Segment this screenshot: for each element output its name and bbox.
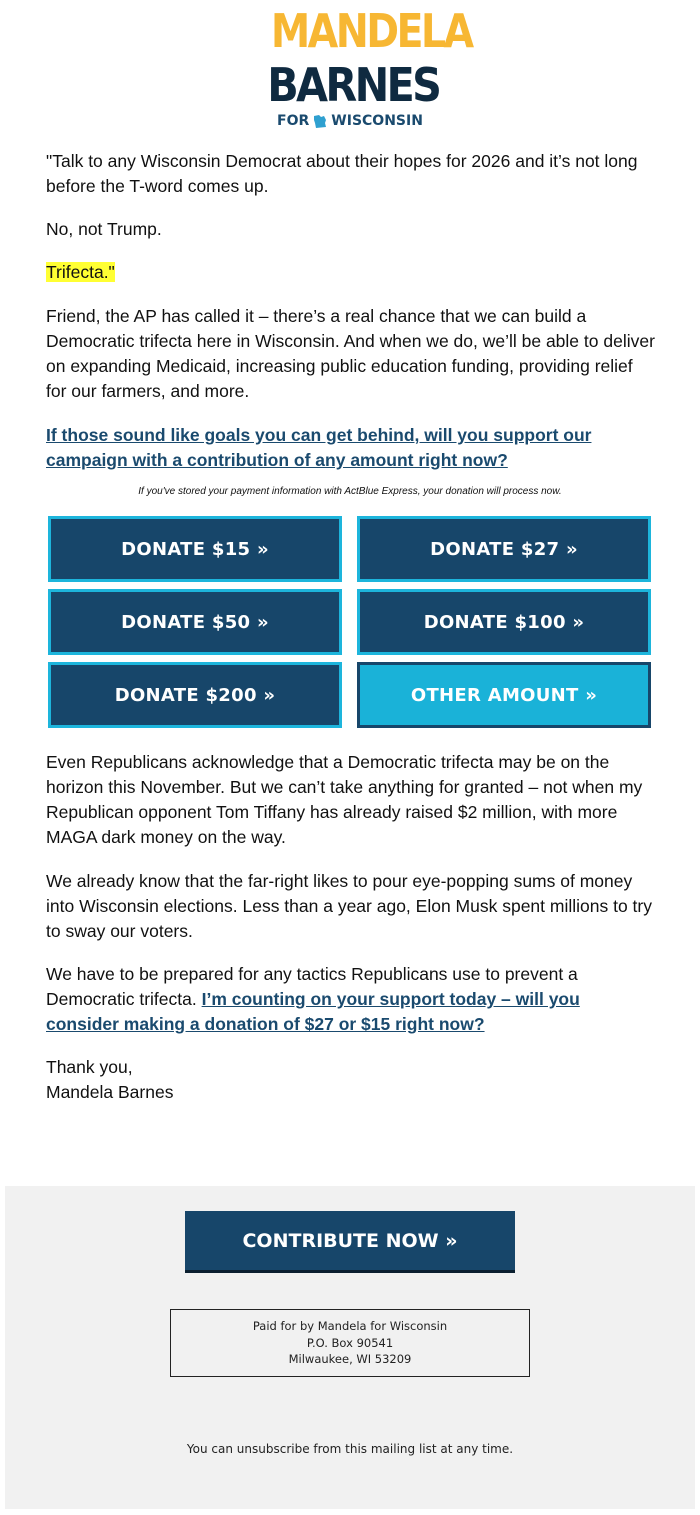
city-state-line: Milwaukee, WI 53209 [288, 1352, 412, 1367]
donate-15-button[interactable]: DONATE $15 » [48, 516, 342, 582]
ap-called-paragraph: Friend, the AP has called it – there’s a real chance that we can build a Democratic trifecta here in Wisconsin. And when we do, we’ll be able to deliver on expanding Medicaid, increasing public education funding, providing relief for our farmers, and more. [46, 306, 655, 401]
po-box-line: P.O. Box 90541 [306, 1335, 394, 1350]
support-campaign-link[interactable]: If those sound like goals you can get behind, will you support our campaign with a contribution of any amount right now? [46, 425, 592, 470]
far-right-paragraph: We already know that the far-right likes to pour eye-popping sums of money into Wisconsin elections. Less than a year ago, Elon Musk spent millions to try to sway our voters. [46, 871, 652, 941]
unsubscribe-text: You can unsubscribe from this mailing list at any time. [186, 1442, 514, 1456]
logo-for-text: FOR [277, 113, 310, 129]
signature-name: Mandela Barnes [46, 1082, 174, 1102]
signoff-text: Thank you, [46, 1057, 133, 1077]
paid-for-disclaimer [170, 1309, 530, 1377]
campaign-logo [258, 4, 472, 130]
trifecta-paragraph [46, 260, 656, 285]
donate-200-button[interactable]: DONATE $200 » [48, 662, 342, 728]
support-paragraph [46, 423, 656, 473]
logo-tagline [258, 112, 442, 130]
logo-first-name: MANDELA [270, 4, 472, 58]
donate-100-button[interactable]: DONATE $100 » [357, 589, 651, 655]
donate-50-button[interactable]: DONATE $50 » [48, 589, 342, 655]
logo-wisconsin-text: WISCONSIN [331, 113, 423, 129]
other-amount-button[interactable]: OTHER AMOUNT » [357, 662, 651, 728]
contribute-now-button[interactable]: CONTRIBUTE NOW » [185, 1211, 515, 1273]
republicans-paragraph: Even Republicans acknowledge that a Democratic trifecta may be on the horizon this November. But we can’t take anything for granted – not when my Republican opponent Tom Tiffany has already raised $2 million, with more MAGA dark money on the way. [46, 752, 643, 847]
donate-27-button[interactable]: DONATE $27 » [357, 516, 651, 582]
quote-paragraph: "Talk to any Wisconsin Democrat about their hopes for 2026 and it’s not long before the T-word comes up. [46, 151, 638, 196]
signoff-block [46, 1055, 656, 1105]
donation-ask-link[interactable]: I’m counting on your support today – will you consider making a donation of $27 or $15 right now? [46, 989, 580, 1034]
email-footer [5, 1186, 695, 1509]
wisconsin-state-icon [313, 114, 327, 129]
logo-last-name: BARNES [267, 58, 440, 112]
prepared-text: We have to be prepared for any tactics Republicans use to prevent a Democratic trifecta. [46, 964, 578, 1009]
actblue-express-note: If you've stored your payment information with ActBlue Express, your donation will process now. [138, 486, 562, 497]
not-trump-paragraph: No, not Trump. [46, 219, 162, 239]
paid-for-line: Paid for by Mandela for Wisconsin [252, 1319, 448, 1334]
highlighted-trifecta: Trifecta." [46, 262, 115, 282]
prepared-paragraph [46, 962, 656, 1037]
